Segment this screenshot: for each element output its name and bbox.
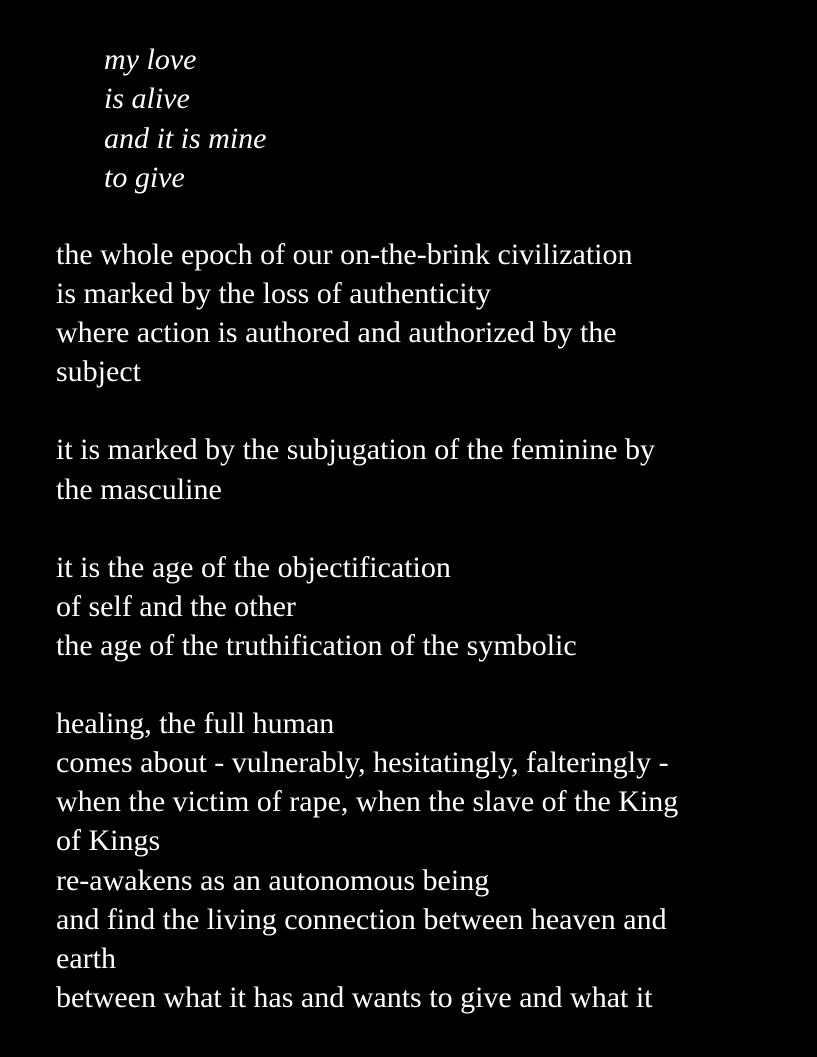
poem-line: the age of the truthification of the symbolic xyxy=(56,628,577,662)
poem-line: between what it has and wants to give and what it xyxy=(56,980,653,1014)
poem-line: of Kings xyxy=(56,824,161,858)
intro-line: to give xyxy=(104,160,185,194)
stanza-subjugation xyxy=(56,430,678,508)
stanza-civilization xyxy=(56,235,678,391)
poem-line: re-awakens as an autonomous being xyxy=(56,863,490,897)
poem-line: it is the age of the objectification xyxy=(56,550,451,584)
intro-line: my love xyxy=(104,43,197,76)
poem-line: it is marked by the subjugation of the feminine by xyxy=(56,433,656,467)
poem-line: when the victim of rape, when the slave of the King xyxy=(56,785,679,819)
poem-body xyxy=(56,235,678,1017)
intro-line: and it is mine xyxy=(104,121,267,155)
poem-line: healing, the full human xyxy=(56,707,335,741)
poem-line: and find the living connection between heaven and xyxy=(56,902,667,936)
poem-line: earth xyxy=(56,941,116,975)
poem-intro-stanza xyxy=(104,40,267,197)
stanza-healing xyxy=(56,704,678,1017)
poem-line: the masculine xyxy=(56,472,222,506)
poem-line: the whole epoch of our on-the-brink civilization xyxy=(56,238,633,271)
poem-line: is marked by the loss of authenticity xyxy=(56,277,491,311)
poem-line: comes about - vulnerably, hesitatingly, falteringly - xyxy=(56,746,669,780)
intro-line: is alive xyxy=(104,82,190,116)
stanza-objectification xyxy=(56,548,678,665)
poem-line: of self and the other xyxy=(56,589,296,623)
poem-line: subject xyxy=(56,355,141,389)
poem-line: where action is authored and authorized by the xyxy=(56,316,617,350)
